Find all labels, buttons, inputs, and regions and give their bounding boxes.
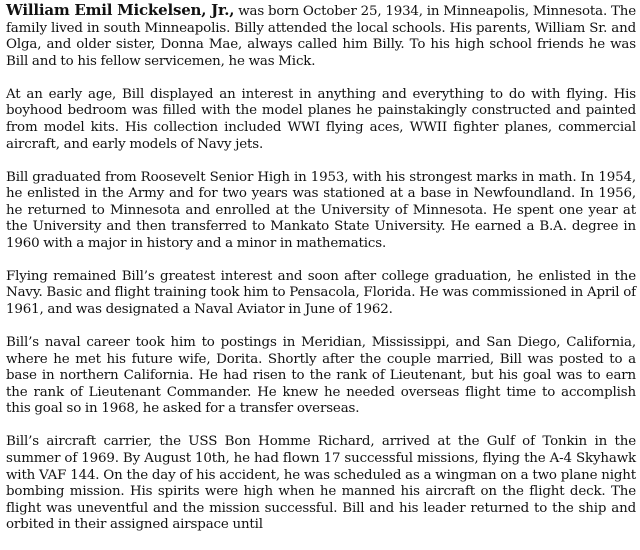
paragraph-naval-career: Bill’s naval career took him to postings in Meridian, Mississippi, and San Diego, California, where he met his future wife, Dorita. Shortly after the couple married, Bill was posted to a base in northern California. He had risen to the rank of Lieutenant, but his goal was to earn the rank of Lieutenant Commander. He knew he needed overseas flight time to accomplish this goal so in 1968, he asked for a transfer overseas.	[6, 335, 636, 417]
subject-name: William Emil Mickelsen, Jr.,	[6, 1, 235, 19]
paragraph-intro-text: was born October 25, 1934, in Minneapolis, Minnesota. The family lived in south Minneapolis. Billy attended the local schools. His parents, William Sr. and Olga, and older sister, Donna Mae, always called him Billy. To his high school friends he was Bill and to his fellow servicemen, he was Mick.	[6, 4, 637, 69]
paragraph-education: Bill graduated from Roosevelt Senior High in 1953, with his strongest marks in math. In 1954, he enlisted in the Army and for two years was stationed at a base in Newfoundland. In 1956, he returned to Minnesota and enrolled at the University of Minnesota. He spent one year at the University and then transferred to Mankato State University. He earned a B.A. degree in 1960 with a major in history and a minor in mathematics.	[6, 169, 636, 251]
paragraph-early-interest: At an early age, Bill displayed an interest in anything and everything to do with flying. His boyhood bedroom was filled with the model planes he painstakingly constructed and painted from model kits. His collection included WWI flying aces, WWII fighter planes, commercial aircraft, and early models of Navy jets.	[6, 86, 636, 152]
document-page	[6, 2, 636, 550]
paragraph-intro	[6, 2, 636, 70]
paragraph-aircraft-carrier: Bill’s aircraft carrier, the USS Bon Homme Richard, arrived at the Gulf of Tonkin in the summer of 1969. By August 10th, he had flown 17 successful missions, flying the A-4 Skyhawk with VAF 144. On the day of his accident, he was scheduled as a wingman on a two plane night bombing mission. His spirits were high when he manned his aircraft on the flight deck. The flight was uneventful and the mission successful. Bill and his leader returned to the ship and orbited in their assigned airspace until	[6, 434, 636, 533]
paragraph-navy-enlistment: Flying remained Bill’s greatest interest and soon after college graduation, he enlisted in the Navy. Basic and flight training took him to Pensacola, Florida. He was commissioned in April of 1961, and was designated a Naval Aviator in June of 1962.	[6, 268, 636, 318]
